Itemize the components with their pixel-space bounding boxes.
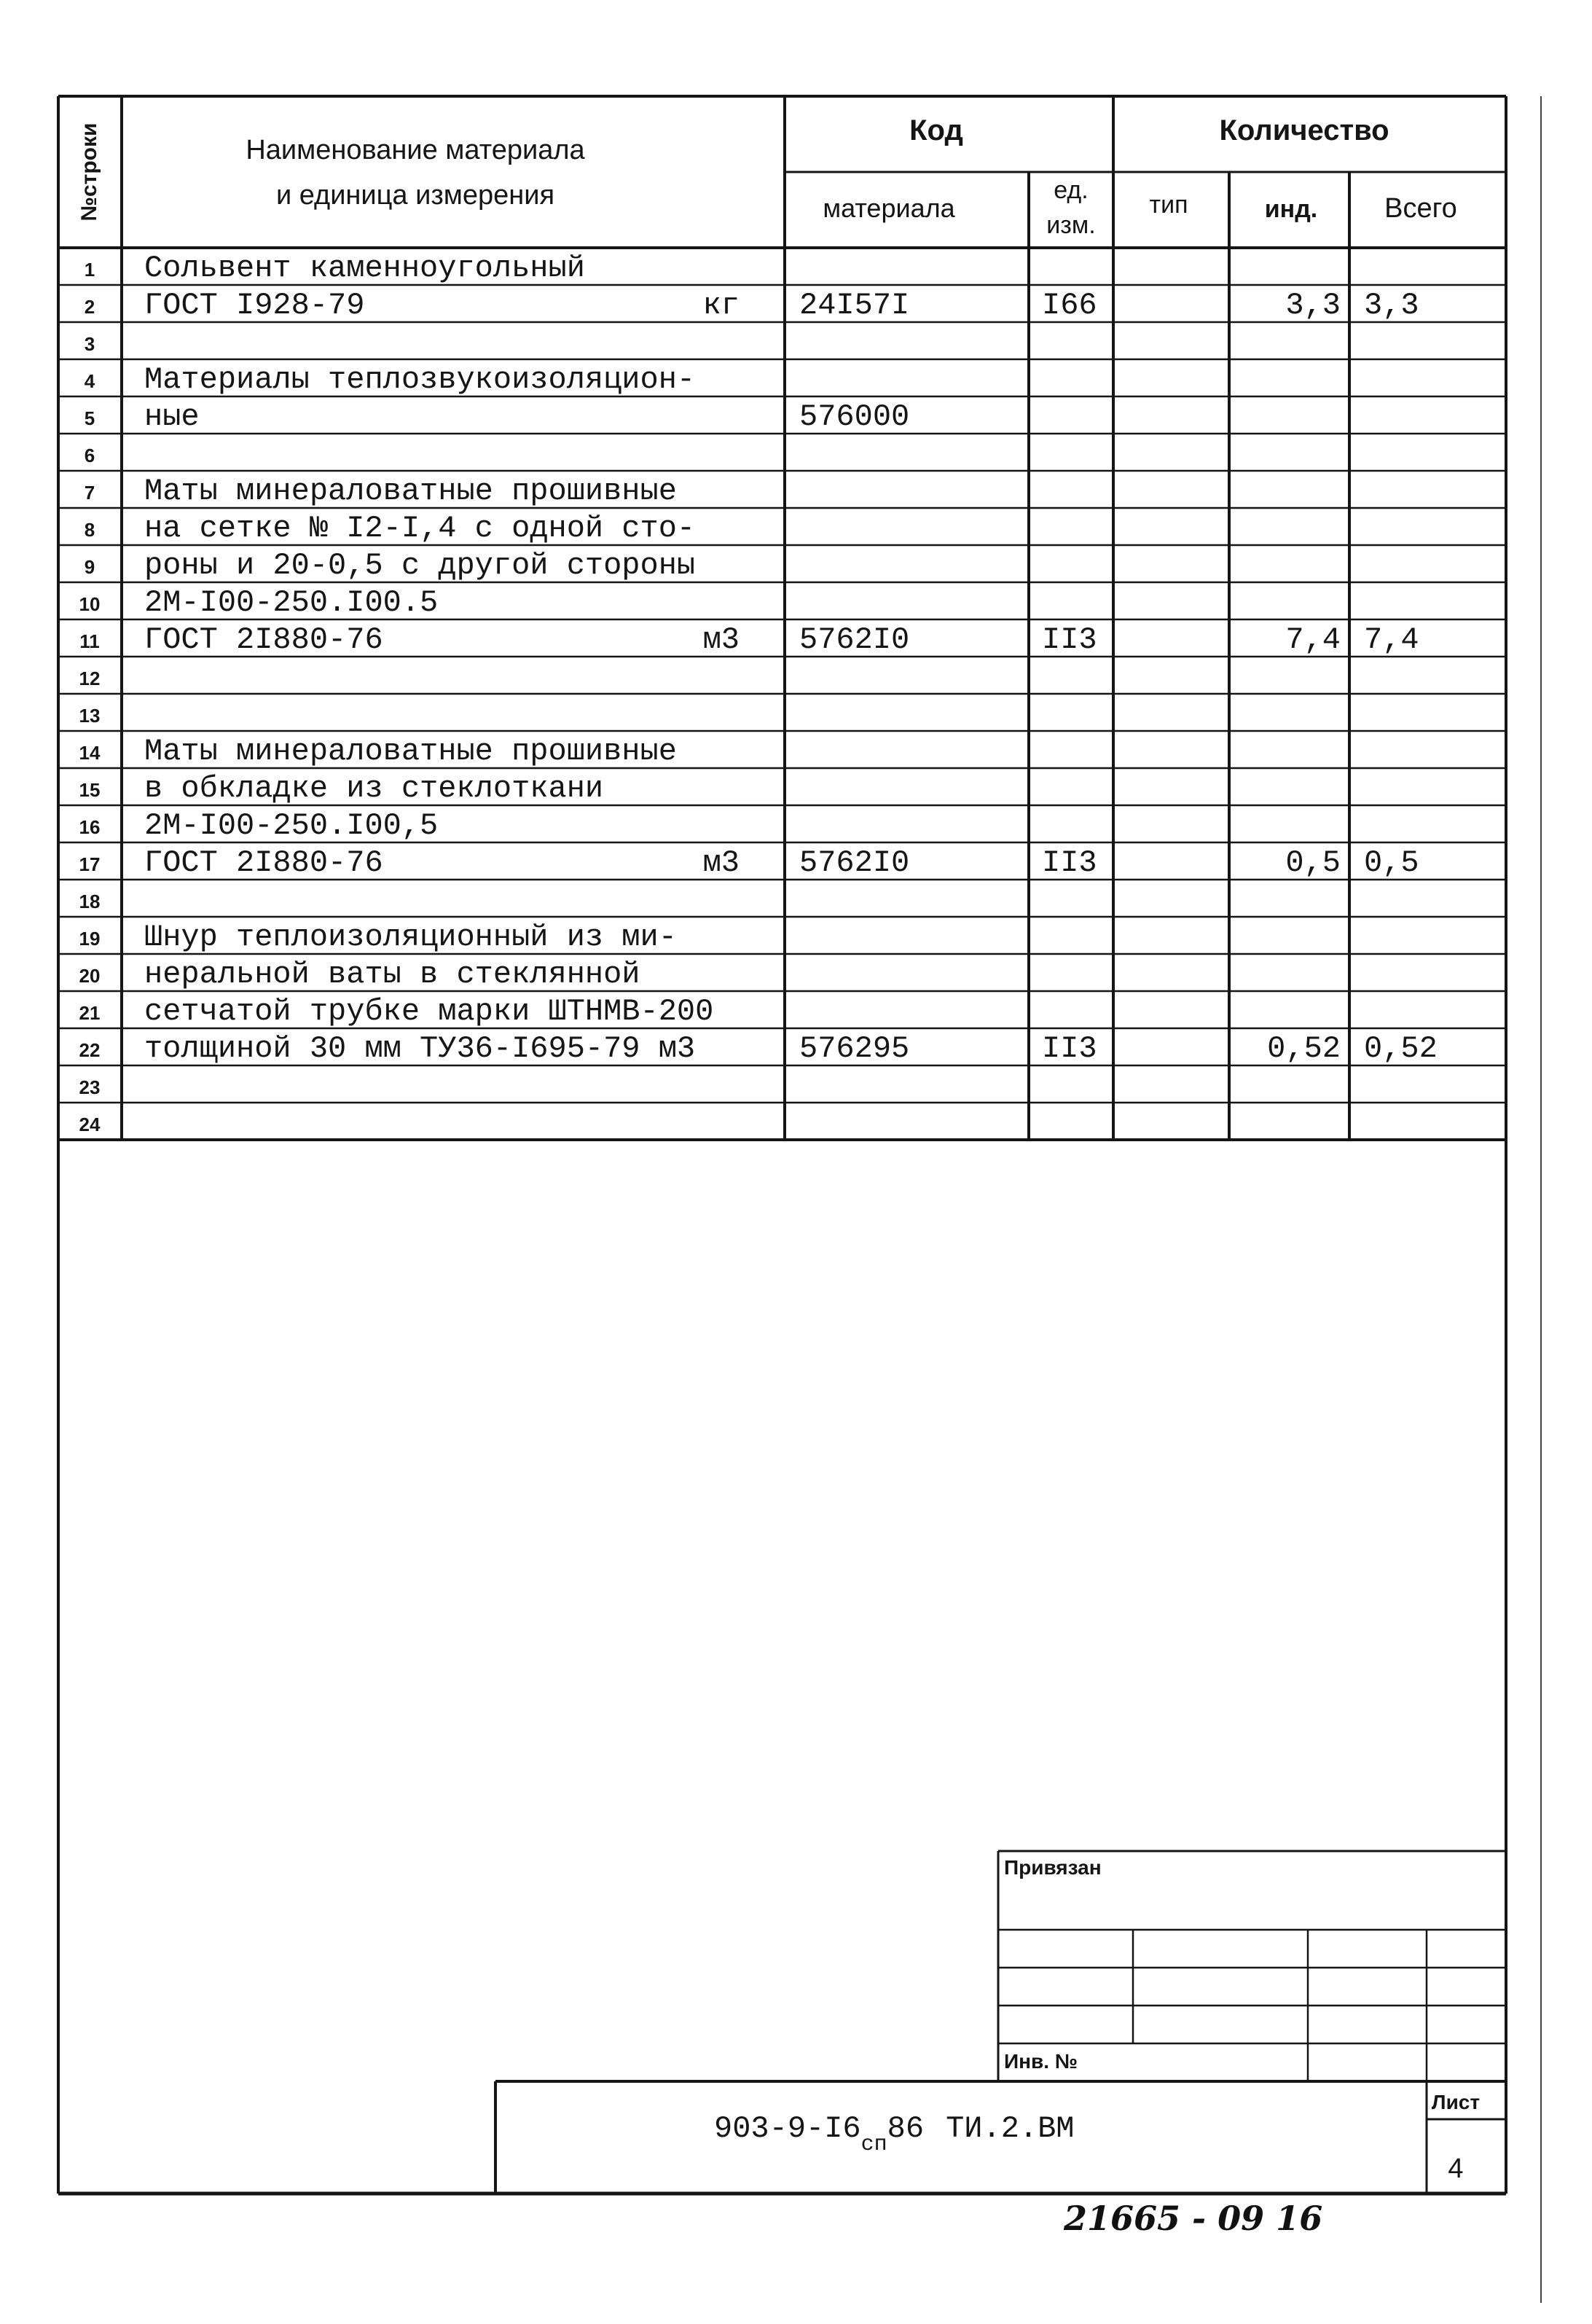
row-number: 16 bbox=[79, 816, 101, 838]
measure-code: I66 bbox=[1042, 288, 1097, 323]
table-row bbox=[79, 771, 604, 806]
qty-ind: 3,3 bbox=[1285, 288, 1341, 323]
row-number: 7 bbox=[84, 482, 95, 504]
material-name: 2М-I00-250.I00,5 bbox=[144, 808, 439, 843]
row-number: 14 bbox=[79, 742, 101, 764]
material-name: роны и 20-0,5 с другой стороны bbox=[144, 548, 696, 583]
material-code: 576295 bbox=[799, 1031, 910, 1066]
document-code-subscript: сп bbox=[860, 2132, 887, 2157]
material-code: 24I57I bbox=[799, 288, 910, 323]
row-number: 10 bbox=[79, 593, 101, 615]
material-name: Шнур теплоизоляционный из ми- bbox=[144, 920, 677, 955]
unit-header-line2: изм. bbox=[1046, 211, 1096, 239]
document-mark: ТИ.2.ВМ bbox=[946, 2111, 1075, 2146]
material-name: ГОСТ 2I880-76 bbox=[144, 845, 383, 880]
row-number: 23 bbox=[79, 1076, 101, 1098]
material-name: ГОСТ I928-79 bbox=[144, 288, 365, 323]
name-header-line2: и единица измерения bbox=[275, 180, 555, 211]
document-code-main: 903-9-I6 bbox=[714, 2111, 861, 2146]
table-row bbox=[79, 734, 677, 769]
material-name: толщиной 30 мм ТУ36-I695-79 м3 bbox=[144, 1031, 696, 1066]
qty-total: 3,3 bbox=[1364, 288, 1419, 323]
row-number: 19 bbox=[79, 928, 101, 950]
material-name: сетчатой трубке марки ШТНМВ-200 bbox=[144, 994, 714, 1029]
material-name: в обкладке из стеклоткани bbox=[144, 771, 604, 806]
qty-type-header: тип bbox=[1149, 191, 1188, 219]
table-row bbox=[79, 891, 101, 912]
table-row bbox=[79, 1114, 101, 1135]
row-number: 9 bbox=[84, 556, 95, 578]
table-row bbox=[79, 1076, 101, 1098]
row-number: 6 bbox=[84, 445, 95, 466]
row-number: 17 bbox=[79, 853, 101, 875]
table-row bbox=[85, 548, 695, 583]
material-name: неральной ваты в стеклянной bbox=[144, 957, 640, 992]
unit-inline: кг bbox=[702, 288, 740, 323]
code-material-header: материала bbox=[823, 193, 955, 223]
measure-code: II3 bbox=[1042, 622, 1097, 657]
document-code-year: 86 bbox=[887, 2111, 925, 2146]
table-row bbox=[85, 333, 95, 355]
table-row bbox=[79, 957, 640, 992]
measure-code: II3 bbox=[1042, 845, 1097, 880]
unit-header-line1: ед. bbox=[1054, 176, 1089, 204]
material-name: Материалы теплозвукоизоляцион- bbox=[144, 362, 696, 397]
material-code: 5762I0 bbox=[799, 845, 910, 880]
table-row bbox=[85, 251, 585, 286]
material-name: на сетке № I2-I,4 с одной сто- bbox=[144, 511, 696, 546]
qty-total: 0,52 bbox=[1364, 1031, 1438, 1066]
table-row bbox=[79, 705, 101, 727]
bound-label: Привязан bbox=[1004, 1856, 1102, 1879]
measure-code: II3 bbox=[1042, 1031, 1097, 1066]
material-name: ГОСТ 2I880-76 bbox=[144, 622, 383, 657]
material-name: 2М-I00-250.I00.5 bbox=[144, 585, 439, 620]
name-header-line1: Наименование материала bbox=[246, 135, 585, 165]
row-number: 3 bbox=[84, 333, 95, 355]
unit-inline: м3 bbox=[702, 845, 740, 880]
code-group-header: Код bbox=[909, 114, 963, 146]
table-row bbox=[85, 511, 695, 546]
qty-ind: 0,52 bbox=[1267, 1031, 1341, 1066]
row-number: 20 bbox=[79, 965, 101, 987]
qty-ind: 7,4 bbox=[1285, 622, 1341, 657]
row-number-header: №строки bbox=[77, 122, 101, 222]
material-name: ные bbox=[144, 399, 200, 434]
material-code: 5762I0 bbox=[799, 622, 910, 657]
table-row bbox=[85, 445, 95, 466]
material-name: Маты минераловатные прошивные bbox=[144, 734, 677, 769]
row-number: 12 bbox=[79, 668, 101, 689]
inventory-number-label: Инв. № bbox=[1004, 2050, 1078, 2073]
qty-ind-header: инд. bbox=[1264, 195, 1318, 223]
row-number: 24 bbox=[79, 1114, 101, 1135]
handwritten-archive-number: 21665 - 09 16 bbox=[1064, 2199, 1323, 2238]
table-row bbox=[79, 668, 101, 689]
row-number: 5 bbox=[84, 407, 95, 429]
qty-total: 7,4 bbox=[1364, 622, 1419, 657]
row-number: 8 bbox=[84, 519, 95, 541]
row-number: 2 bbox=[84, 296, 95, 318]
qty-total-header: Всего bbox=[1384, 193, 1457, 224]
row-number: 1 bbox=[84, 259, 95, 281]
sheet-label: Лист bbox=[1431, 2091, 1481, 2113]
table-row bbox=[85, 362, 695, 397]
material-name: Сольвент каменноугольный bbox=[144, 251, 585, 286]
qty-total: 0,5 bbox=[1364, 845, 1419, 880]
table-row bbox=[85, 474, 677, 509]
material-code: 576000 bbox=[799, 399, 910, 434]
row-number: 4 bbox=[84, 370, 95, 392]
table-row bbox=[79, 920, 677, 955]
unit-inline: м3 bbox=[702, 622, 740, 657]
row-number: 13 bbox=[79, 705, 101, 727]
table-row bbox=[79, 994, 714, 1029]
row-number: 18 bbox=[79, 891, 101, 912]
row-number: 11 bbox=[79, 630, 100, 652]
sheet-number: 4 bbox=[1448, 2153, 1464, 2184]
quantity-group-header: Количество bbox=[1219, 114, 1389, 146]
qty-ind: 0,5 bbox=[1285, 845, 1341, 880]
row-number: 21 bbox=[79, 1002, 101, 1024]
row-number: 22 bbox=[79, 1039, 101, 1061]
material-name: Маты минераловатные прошивные bbox=[144, 474, 677, 509]
row-number: 15 bbox=[79, 779, 101, 801]
